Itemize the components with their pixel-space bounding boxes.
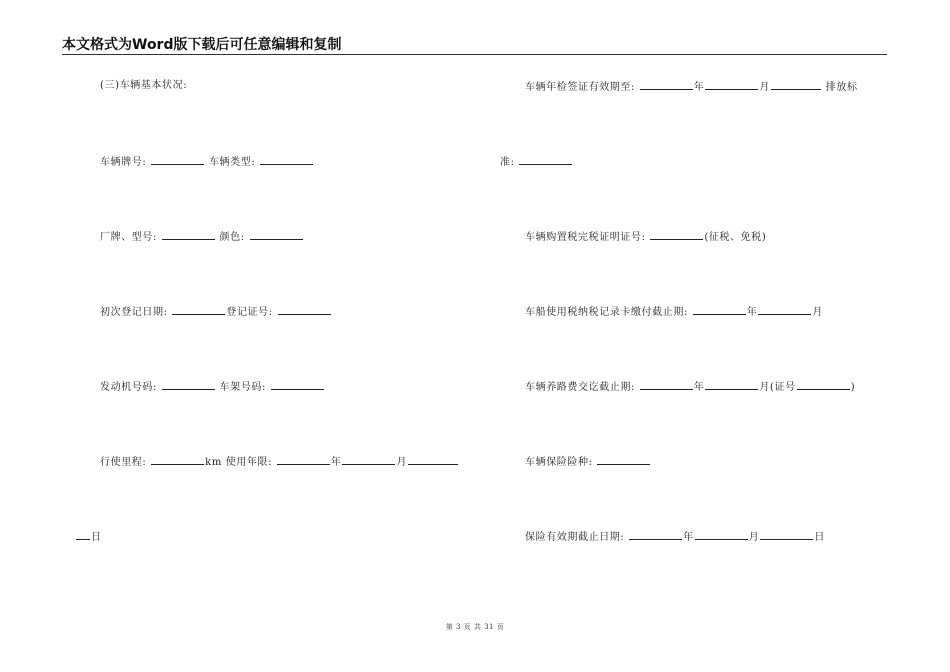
row-road-fee — [525, 379, 855, 395]
road-fee-note-close: ) — [850, 382, 856, 393]
frame-blank[interactable] — [271, 379, 324, 390]
frame-label: 车架号码: — [219, 382, 266, 393]
engine-label: 发动机号码: — [100, 382, 157, 393]
insurance-year-unit: 年 — [683, 532, 694, 543]
road-fee-note-open: (证号 — [769, 382, 796, 393]
road-fee-label: 车辆养路费交讫截止期: — [525, 382, 635, 393]
vessel-tax-year-blank[interactable] — [693, 304, 746, 315]
insurance-month-blank[interactable] — [695, 529, 748, 540]
service-label: 使用年限: — [225, 457, 273, 468]
brand-blank[interactable] — [162, 229, 215, 240]
color-label: 颜色: — [219, 232, 245, 243]
insurance-type-label: 车辆保险险种: — [525, 457, 593, 468]
mileage-label: 行使里程: — [100, 457, 147, 468]
row-emission — [500, 154, 573, 170]
color-blank[interactable] — [250, 229, 303, 240]
day-blank[interactable] — [76, 529, 90, 540]
section-title: (三)车辆基本状况: — [100, 80, 188, 91]
service-day-blank[interactable] — [408, 454, 458, 465]
vessel-tax-year-unit: 年 — [746, 307, 758, 318]
service-month-blank[interactable] — [342, 454, 395, 465]
inspect-day-blank[interactable] — [771, 79, 821, 90]
row-insurance-date — [525, 529, 825, 545]
purchase-tax-note: (征税、免税) — [704, 232, 767, 243]
road-fee-month-blank[interactable] — [705, 379, 758, 390]
type-label: 车辆类型: — [208, 157, 256, 168]
row-engine-frame — [100, 379, 325, 395]
row-service-day — [75, 529, 102, 545]
service-year-blank[interactable] — [277, 454, 330, 465]
road-fee-year-blank[interactable] — [640, 379, 693, 390]
insurance-day-unit: 日 — [814, 532, 825, 543]
vessel-tax-month-unit: 月 — [812, 307, 823, 318]
row-plate-type — [100, 154, 314, 170]
plate-blank[interactable] — [151, 154, 204, 165]
plate-label: 车辆牌号: — [100, 157, 147, 168]
page-footer — [0, 622, 950, 632]
purchase-tax-blank[interactable] — [650, 229, 703, 240]
inspect-month-unit: 月 — [759, 82, 770, 93]
brand-label: 厂牌、型号: — [100, 232, 157, 243]
inspect-year-blank[interactable] — [640, 79, 693, 90]
page-header — [62, 34, 887, 55]
reg-date-label: 初次登记日期: — [100, 307, 168, 318]
road-fee-month-unit: 月 — [759, 382, 770, 393]
page-number: 第 3 页 共 31 页 — [445, 623, 505, 631]
mileage-blank[interactable] — [151, 454, 204, 465]
purchase-tax-label: 车辆购置税完税证明证号: — [525, 232, 646, 243]
engine-blank[interactable] — [162, 379, 215, 390]
insurance-type-blank[interactable] — [597, 454, 650, 465]
vessel-tax-label: 车船使用税纳税记录卡缴付截止期: — [525, 307, 688, 318]
inspect-month-blank[interactable] — [705, 79, 758, 90]
row-registration — [100, 304, 332, 320]
reg-no-blank[interactable] — [278, 304, 331, 315]
road-fee-cert-blank[interactable] — [797, 379, 850, 390]
emission-cont: 准: — [500, 157, 515, 168]
insurance-month-unit: 月 — [748, 532, 760, 543]
insurance-year-blank[interactable] — [629, 529, 682, 540]
row-brand-color — [100, 229, 304, 245]
reg-no-label: 登记证号: — [226, 307, 273, 318]
month-unit: 月 — [396, 457, 408, 468]
row-vessel-tax — [525, 304, 823, 320]
row-insurance-type — [525, 454, 651, 470]
row-mileage-service — [100, 454, 459, 470]
day-unit: 日 — [91, 532, 102, 543]
row-inspection — [525, 79, 858, 95]
vessel-tax-month-blank[interactable] — [758, 304, 811, 315]
header-title: 本文格式为Word版下载后可任意编辑和复制 — [62, 37, 342, 53]
emission-blank[interactable] — [519, 154, 572, 165]
emission-label: 排放标 — [825, 82, 858, 93]
row-purchase-tax — [525, 229, 766, 245]
inspect-label: 车辆年检签证有效期至: — [525, 82, 635, 93]
km-unit: km — [205, 457, 222, 468]
inspect-year-unit: 年 — [693, 82, 705, 93]
insurance-date-label: 保险有效期截止日期: — [525, 532, 625, 543]
road-fee-year-unit: 年 — [693, 382, 705, 393]
year-unit: 年 — [330, 457, 342, 468]
type-blank[interactable] — [260, 154, 313, 165]
insurance-day-blank[interactable] — [760, 529, 813, 540]
reg-date-blank[interactable] — [172, 304, 225, 315]
section-title-vehicle-status — [100, 79, 187, 93]
